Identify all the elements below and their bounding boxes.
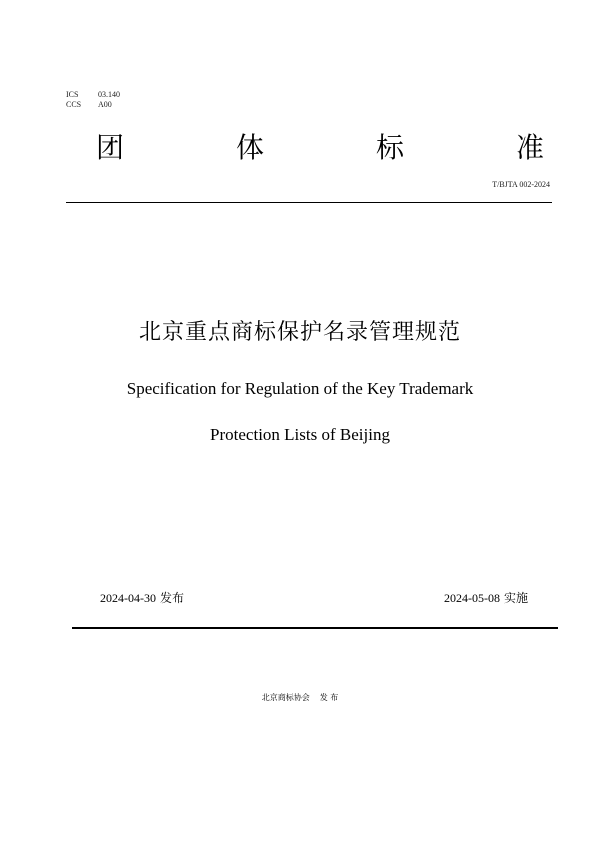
ics-row — [66, 90, 120, 100]
implement-date: 2024-05-08 — [443, 591, 500, 605]
publish-date: 2024-04-30 — [100, 591, 156, 605]
document-title-cn: 北京重点商标保护名录管理规范 — [138, 320, 461, 345]
publisher-action: 发 布 — [319, 693, 339, 702]
ics-label: ICS — [66, 90, 79, 99]
document-title-en-line2: Protection Lists of Beijing — [210, 425, 390, 444]
bottom-divider — [72, 627, 558, 629]
ccs-label: CCS — [66, 100, 82, 109]
ccs-row — [66, 100, 120, 110]
standard-type-char-1: 团 — [96, 131, 125, 164]
publisher-name: 北京商标协会 — [261, 693, 310, 702]
publisher-line — [0, 692, 600, 704]
ccs-code: A00 — [98, 100, 112, 109]
document-title-en-line1: Specification for Regulation of the Key Trademark — [126, 379, 474, 398]
classification-codes — [66, 90, 120, 110]
publish-date-block — [100, 590, 184, 606]
standard-type-heading — [96, 130, 544, 166]
implement-label: 实施 — [503, 591, 528, 605]
ics-code: 03.140 — [98, 90, 120, 99]
standard-type-char-4: 准 — [515, 131, 544, 164]
standard-number: T/BJTA 002-2024 — [492, 180, 550, 189]
top-divider — [66, 202, 552, 203]
standard-type-char-3: 标 — [375, 131, 404, 164]
standard-type-char-2: 体 — [235, 131, 264, 164]
publish-label: 发布 — [160, 591, 185, 605]
implement-date-block — [444, 590, 528, 606]
